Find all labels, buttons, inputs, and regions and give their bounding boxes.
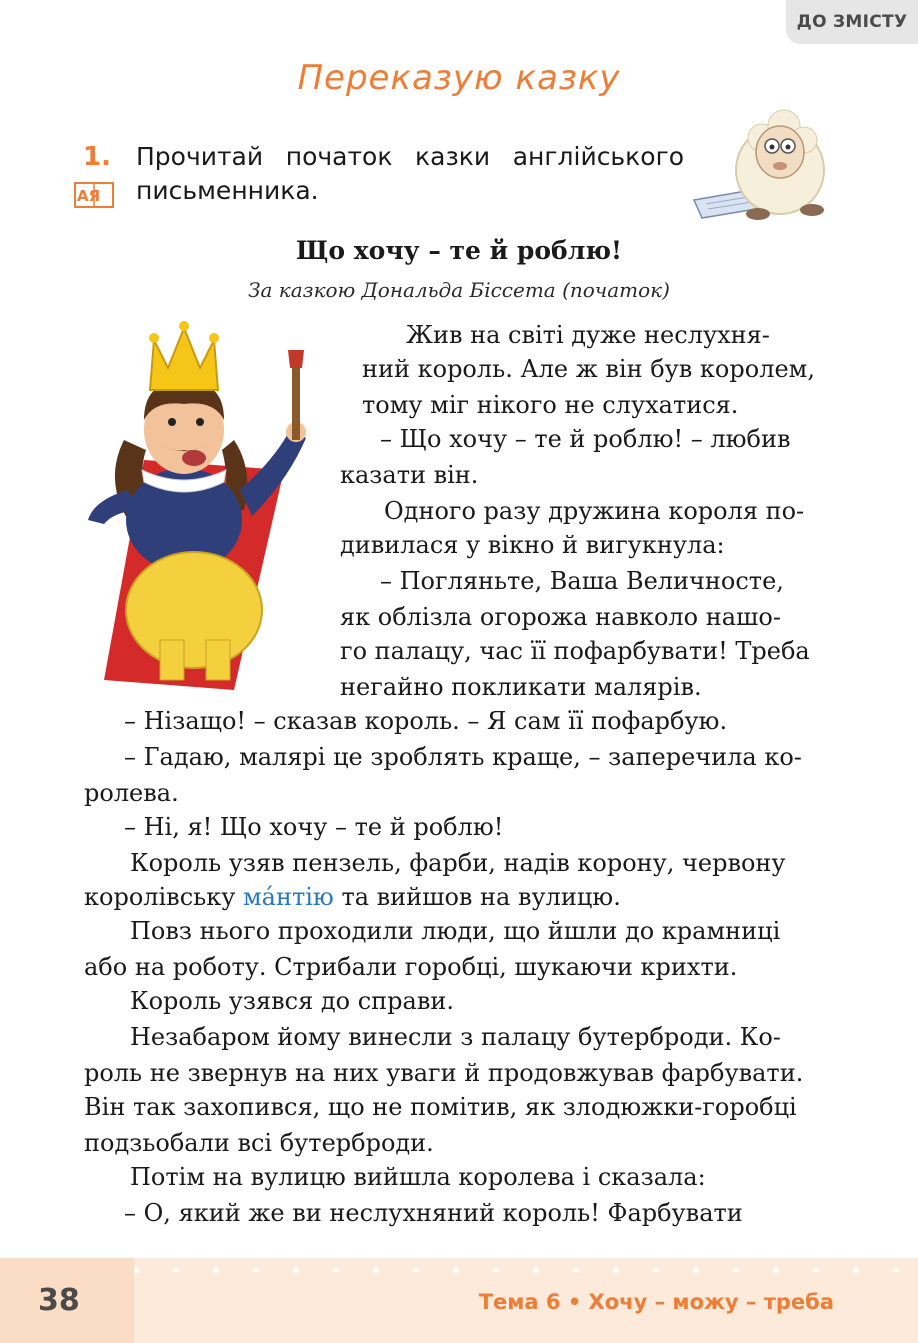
story-title: Що хочу – те й роблю! xyxy=(296,236,622,265)
story-text: та вийшов на вулицю. xyxy=(341,883,621,911)
lesson-title: Переказую казку xyxy=(297,58,621,98)
story-line: роль не звернув на них уваги й продовжував фарбувати. xyxy=(84,1059,804,1087)
story-line: Незабаром йому винесли з палацу бутерброди. Ко- xyxy=(130,1023,781,1051)
story-line: негайно покликати малярів. xyxy=(340,673,702,701)
story-line: Король узявся до справи. xyxy=(130,987,454,1015)
story-line: – О, який же ви неслухняний король! Фарбувати xyxy=(124,1199,743,1227)
story-line: – Погляньте, Ваша Величносте, xyxy=(380,567,784,595)
topic-label: Тема 6 • Хочу – можу – треба xyxy=(478,1290,834,1314)
story-line: тому міг нікого не слухатися. xyxy=(362,391,739,419)
story-text: королівську xyxy=(84,883,236,911)
story-line: – Ні, я! Що хочу – те й роблю! xyxy=(124,813,504,841)
story-line: Він так захопився, що не помітив, як злодюжки-горобці xyxy=(84,1093,797,1121)
story-line: – Що хочу – те й роблю! – любив xyxy=(380,425,791,453)
page-number: 38 xyxy=(38,1283,80,1318)
story-line: го палацу, час її пофарбувати! Треба xyxy=(340,637,810,665)
sheep-reading-illustration xyxy=(692,90,828,226)
story-line: Одного разу дружина короля по- xyxy=(384,497,805,525)
read-book-icon xyxy=(74,182,114,208)
footer-ornament xyxy=(0,1262,918,1278)
read-icon-label: АЯ xyxy=(77,187,101,205)
gloss-word-link[interactable]: ма́нтію xyxy=(242,883,334,911)
story-line: дивилася у вікно й вигукнула: xyxy=(340,531,725,559)
story-line: як облізла огорожа навколо нашо- xyxy=(340,603,781,631)
story-line-with-gloss xyxy=(84,880,621,914)
story-line: Король узяв пензель, фарби, надів корону, червону xyxy=(130,849,786,877)
story-line: казати він. xyxy=(340,461,479,489)
story-line: або на роботу. Стрибали горобці, шукаючи крихти. xyxy=(84,953,738,981)
story-line: Повз нього проходили люди, що йшли до крамниці xyxy=(130,917,781,945)
story-line: Жив на світі дуже неслухня- xyxy=(406,321,770,349)
story-line: – Нізащо! – сказав король. – Я сам її пофарбую. xyxy=(124,707,728,735)
story-line: подзьобали всі бутерброди. xyxy=(84,1129,434,1157)
task-number: 1. xyxy=(83,142,111,172)
story-subtitle: За казкою Дональда Біссета (початок) xyxy=(248,278,670,302)
story-line: ролева. xyxy=(84,779,179,807)
story-line: Потім на вулицю вийшла королева і сказала: xyxy=(130,1163,706,1191)
task-text: Прочитай початок казки англійського письменника. xyxy=(136,142,684,205)
king-with-paintbrush-illustration xyxy=(84,320,334,690)
to-contents-button[interactable]: ДО ЗМІСТУ xyxy=(786,0,918,44)
story-line: – Гадаю, малярі це зроблять краще, – заперечила ко- xyxy=(124,743,802,771)
story-line: ний король. Але ж він був королем, xyxy=(362,355,815,383)
